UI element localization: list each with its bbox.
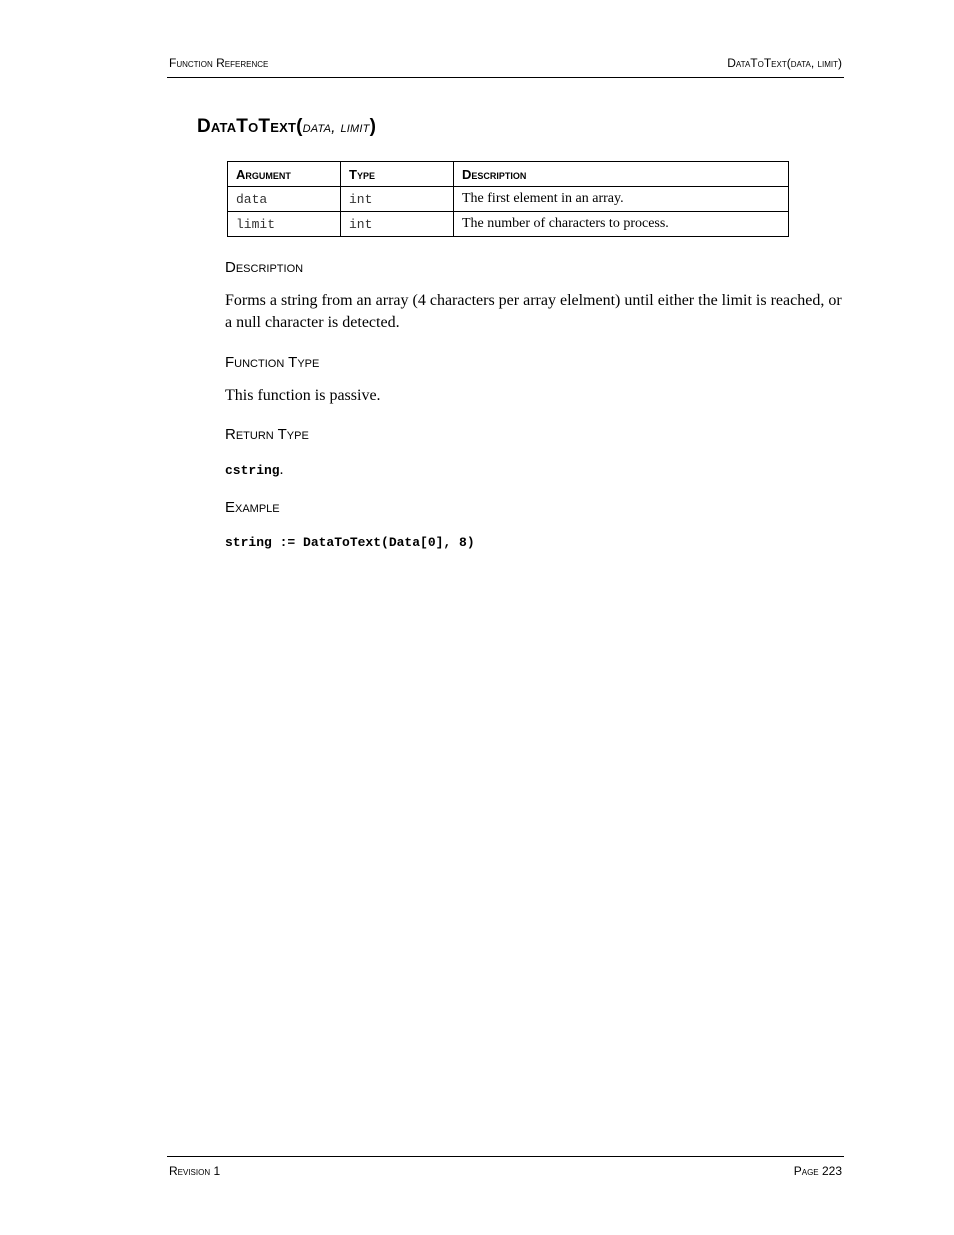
- function-type-text: This function is passive.: [225, 387, 381, 404]
- table-row: [228, 212, 789, 237]
- page-title: [197, 116, 376, 138]
- return-type-value: cstring: [225, 463, 280, 478]
- description-heading: Description: [225, 259, 304, 276]
- cell-description: The first element in an array.: [454, 187, 789, 212]
- example-code: string := DataToText(Data[0], 8): [225, 535, 475, 550]
- return-type-heading: Return Type: [225, 426, 309, 443]
- arguments-table: [227, 161, 789, 237]
- page-footer: [167, 1156, 844, 1181]
- page-header: [167, 56, 844, 78]
- function-type-heading: Function Type: [225, 354, 320, 371]
- function-close-paren: ): [369, 116, 377, 137]
- footer-page-number: Page 223: [793, 1164, 842, 1178]
- cell-type: int: [341, 187, 454, 212]
- table-header-row: [228, 162, 789, 187]
- table-row: [228, 187, 789, 212]
- cell-description: The number of characters to process.: [454, 212, 789, 237]
- cell-type: int: [341, 212, 454, 237]
- header-type: Type: [341, 162, 454, 187]
- header-argument: Argument: [228, 162, 341, 187]
- header-function-title: DataToText(data, limit): [727, 56, 842, 70]
- function-name: DataToText(: [197, 116, 303, 137]
- return-type: [225, 462, 283, 479]
- example-heading: Example: [225, 499, 280, 516]
- cell-argument: data: [228, 187, 341, 212]
- return-type-suffix: .: [279, 462, 284, 478]
- header-description: Description: [454, 162, 789, 187]
- header-section-title: Function Reference: [169, 56, 269, 70]
- function-params: data, limit: [302, 119, 370, 136]
- description-text: Forms a string from an array (4 characters per array elelment) until either the limit is reached, or a null character is detected.: [225, 292, 842, 331]
- cell-argument: limit: [228, 212, 341, 237]
- footer-revision: Revision 1: [169, 1164, 221, 1178]
